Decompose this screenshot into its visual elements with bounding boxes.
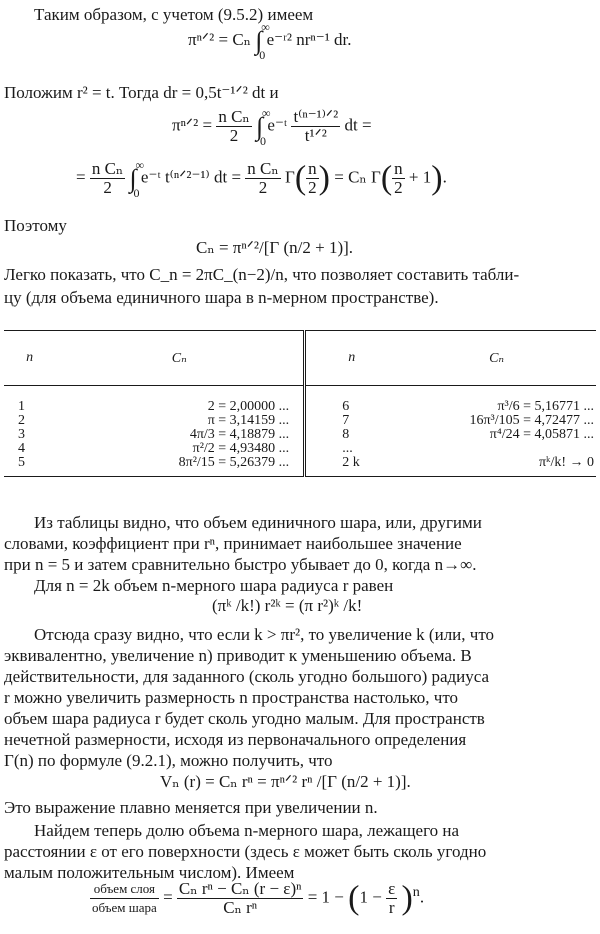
equation-cn: Cₙ = πⁿᐟ²/[Γ (n/2 + 1)].: [196, 238, 354, 257]
text-line-3: Поэтому: [4, 216, 67, 235]
text-line-2: Положим r² = t. Тогда dr = 0,5t⁻¹ᐟ² dt и: [4, 83, 279, 102]
col-n-2: n: [305, 331, 398, 386]
equation-3: = $\frac{\text{n Cₙ}}{2}$ ∫ ∞ 0 e⁻ᵗ t⁽ⁿᐟ²⁻¹⁾ dt = $\frac{\text{n Cₙ}}{2}$ Γ( $\frac{n}{2}$ ) = Cₙ Γ( $\frac{n}{2}$ + 1).: [76, 157, 447, 200]
col-cn-1: Cₙ: [55, 331, 304, 386]
table-row: 4 π²/2 = 4,93480 ... ...: [18, 441, 353, 456]
eq1-lhs: πⁿᐟ² = Cₙ: [188, 29, 252, 49]
paragraph-2: Отсюда сразу видно, что если k > πr², то увеличение k (или, что эквивалентно, увеличение n) приводит к уменьшению объема. В действительности, для заданного (сколь угодно большого) радиуса r можно увеличить размерность n пространства настолько, что объем шара радиуса r будет сколь угодно малым. Для пространств нечетной размерности, исходя из первоначального определения Γ(n) по формуле (9.2.1), можно получить, что: [4, 625, 495, 770]
col-cn-2: Cₙ: [397, 331, 596, 386]
integral-sign: ∫ ∞ 0: [255, 20, 270, 62]
equation-ratio: $\frac{\text{объем слоя}}{\text{объем шара}}$ = $\frac{\text{Cₙ rⁿ − Cₙ (r − ε)ⁿ}}{\text{Cₙ rⁿ}}$ = 1 − (1 − $\frac{\varepsilon}{r}$ )$^n$.: [92, 879, 425, 917]
paragraph-1: Из таблицы видно, что объем единичного шара, или, другими словами, коэффициент при rⁿ, принимает наибольшее значение при n = 5 и затем сравнительно быстро убывает до 0, когда n→∞. Для n = 2k объем n-мерного шара радиуса r равен: [4, 513, 482, 595]
table-row: 3 4π/3 = 4,18879 ... 8 π⁴/24 = 4,05871 ...: [18, 427, 594, 442]
paragraph-4: Найдем теперь долю объема n-мерного шара, лежащего на расстоянии ε от его поверхности (здесь ε может быть сколь угодно малым положительным числом). Имеем: [4, 821, 487, 882]
table-row: 1 2 = 2,00000 ... 6 π³/6 = 5,16771 ...: [18, 399, 594, 414]
equation-1: [188, 20, 352, 62]
text-line-4: Легко показать, что C_n = 2πC_(n−2)/n, что позволяет составить табли-: [4, 265, 520, 284]
text-line-5: цу (для объема единичного шара в n-мерном пространстве).: [4, 288, 439, 307]
equation-2: πⁿᐟ² = $\frac{\text{n Cₙ}}{2}$ ∫ ∞ 0 e⁻ᵗ $\frac{\text{t⁽ⁿ⁻¹⁾ᐟ²}}{\text{t¹ᐟ²}}$ dt =: [172, 105, 372, 148]
table-row: 2 π = 3,14159 ... 7 16π³/105 = 4,72477 ...: [18, 413, 594, 428]
text-line-p3: Это выражение плавно меняется при увеличении n.: [4, 798, 378, 817]
equation-ball: (πᵏ /k!) r²ᵏ = (π r²)ᵏ /k!: [212, 596, 363, 615]
text-line-1: Таким образом, с учетом (9.5.2) имеем: [34, 5, 314, 24]
equation-vn: Vₙ (r) = Cₙ rⁿ = πⁿᐟ² rⁿ /[Γ (n/2 + 1)].: [160, 772, 411, 791]
col-n-1: n: [4, 331, 55, 386]
volume-table: [4, 330, 596, 477]
eq1-rhs: e⁻ʳ² nrⁿ⁻¹ dr.: [266, 29, 352, 49]
table-row: 5 8π²/15 = 5,26379 ... 2 k πᵏ/k! → 0: [18, 455, 594, 470]
